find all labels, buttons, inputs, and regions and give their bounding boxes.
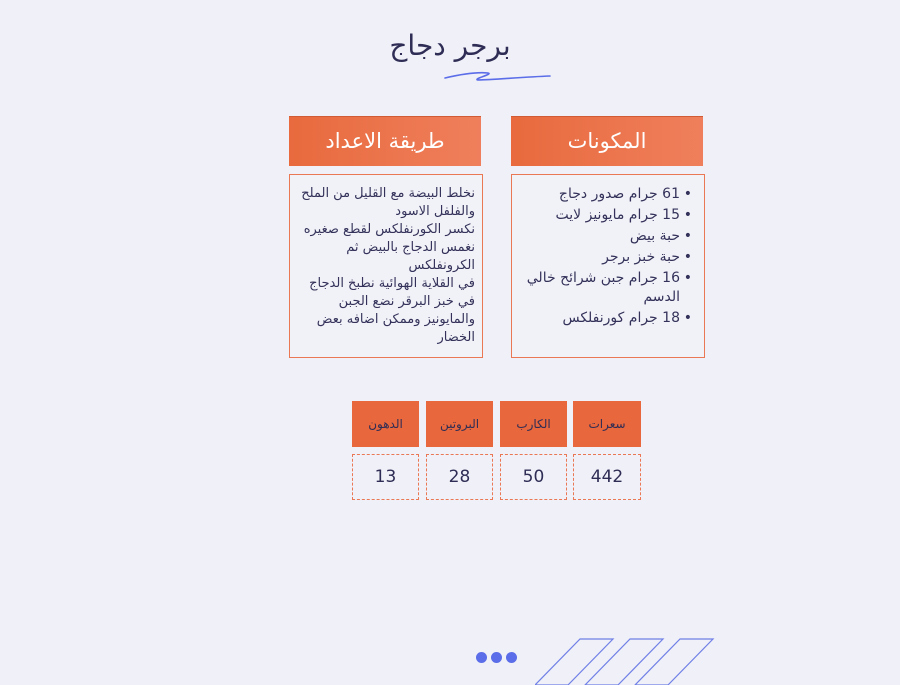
ingredient-item: • 18 جرام كورنفلكس — [520, 309, 680, 328]
dot-icon — [506, 652, 517, 663]
protein-label: البروتين — [426, 401, 493, 447]
ingredients-list — [520, 185, 692, 328]
ingredient-item: • حبة بيض — [520, 227, 680, 246]
protein-value: 28 — [426, 454, 493, 500]
diagonal-stripes-icon — [535, 637, 720, 685]
fat-label: الدهون — [352, 401, 419, 447]
preparation-heading: طريقة الاعداد — [289, 116, 481, 166]
preparation-step: نخلط البيضة مع القليل من الملح والفلفل الاسود — [301, 186, 475, 219]
ingredient-item: • 15 جرام مايونيز لايت — [520, 206, 680, 225]
ingredients-heading: المكونات — [511, 116, 703, 166]
fat-value: 13 — [352, 454, 419, 500]
preparation-step: في القلاية الهوائية نطبخ الدجاج — [309, 276, 475, 291]
preparation-step: نكسر الكورنفلكس لقطع صغيره — [303, 222, 475, 237]
preparation-card — [289, 174, 483, 358]
dots-decoration-icon — [476, 652, 517, 663]
carbs-label: الكارب — [500, 401, 567, 447]
carbs-value: 50 — [500, 454, 567, 500]
calories-label: سعرات — [573, 401, 641, 447]
ingredient-item: • 16 جرام جبن شرائح خالي الدسم — [520, 269, 680, 307]
ingredient-item: • حبة خبز برجر — [520, 248, 680, 267]
page-title: برجر دجاج — [389, 28, 511, 62]
calories-value: 442 — [573, 454, 641, 500]
ingredient-item: • 61 جرام صدور دجاج — [520, 185, 680, 204]
dot-icon — [476, 652, 487, 663]
preparation-step: في خبز البرقر نضع الجبن والمايونيز وممكن اضافه بعض الخضار — [316, 294, 475, 345]
preparation-step: نغمس الدجاج بالبيض ثم الكرونفلكس — [346, 240, 475, 273]
dot-icon — [491, 652, 502, 663]
ingredients-card — [511, 174, 705, 358]
squiggle-divider-icon — [442, 66, 554, 86]
